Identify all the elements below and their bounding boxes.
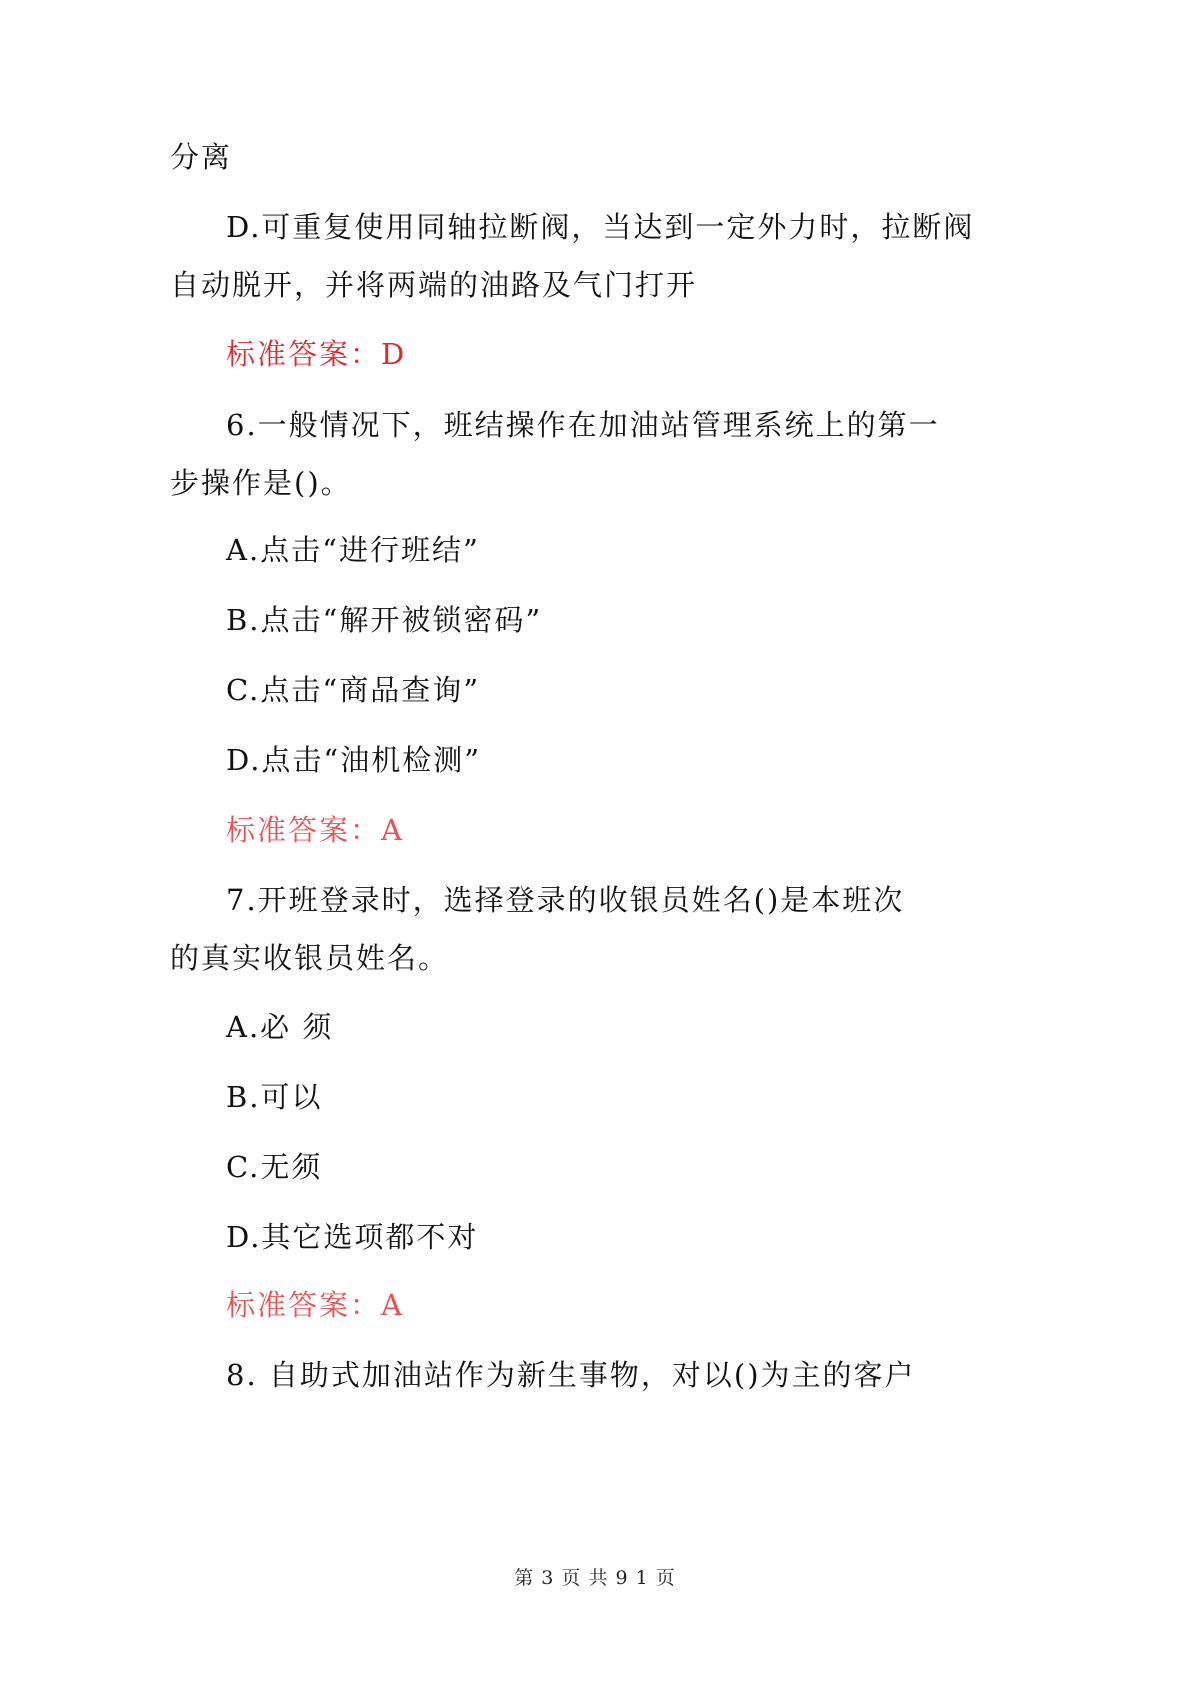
answer-line: 标准答案：D <box>226 337 407 371</box>
question-line: 6.一般情况下，班结操作在加油站管理系统上的第一 <box>226 408 940 442</box>
page-footer: 第 3 页 共 9 1 页 <box>514 1567 676 1589</box>
option-line: A.点击“进行班结” <box>226 533 480 567</box>
option-line: B.点击“解开被锁密码” <box>226 603 543 637</box>
question-line: 8. 自助式加油站作为新生事物，对以()为主的客户 <box>226 1358 916 1392</box>
text-line: 自动脱开，并将两端的油路及气门打开 <box>170 268 698 302</box>
option-line: B.可以 <box>226 1080 323 1114</box>
question-line: 7.开班登录时，选择登录的收银员姓名()是本班次 <box>226 883 905 917</box>
option-line: D.可重复使用同轴拉断阀，当达到一定外力时，拉断阀 <box>226 210 975 244</box>
option-line: D.点击“油机检测” <box>226 743 482 777</box>
option-line: C.无须 <box>226 1150 323 1184</box>
answer-line: 标准答案：A <box>226 1288 404 1322</box>
text-line: 分离 <box>170 140 233 174</box>
text-line: 步操作是()。 <box>170 466 352 500</box>
answer-line: 标准答案：A <box>226 813 404 847</box>
text-line: 的真实收银员姓名。 <box>170 941 450 975</box>
option-line: C.点击“商品查询” <box>226 673 481 707</box>
option-line: A.必 须 <box>226 1010 334 1044</box>
option-line: D.其它选项都不对 <box>226 1220 479 1254</box>
